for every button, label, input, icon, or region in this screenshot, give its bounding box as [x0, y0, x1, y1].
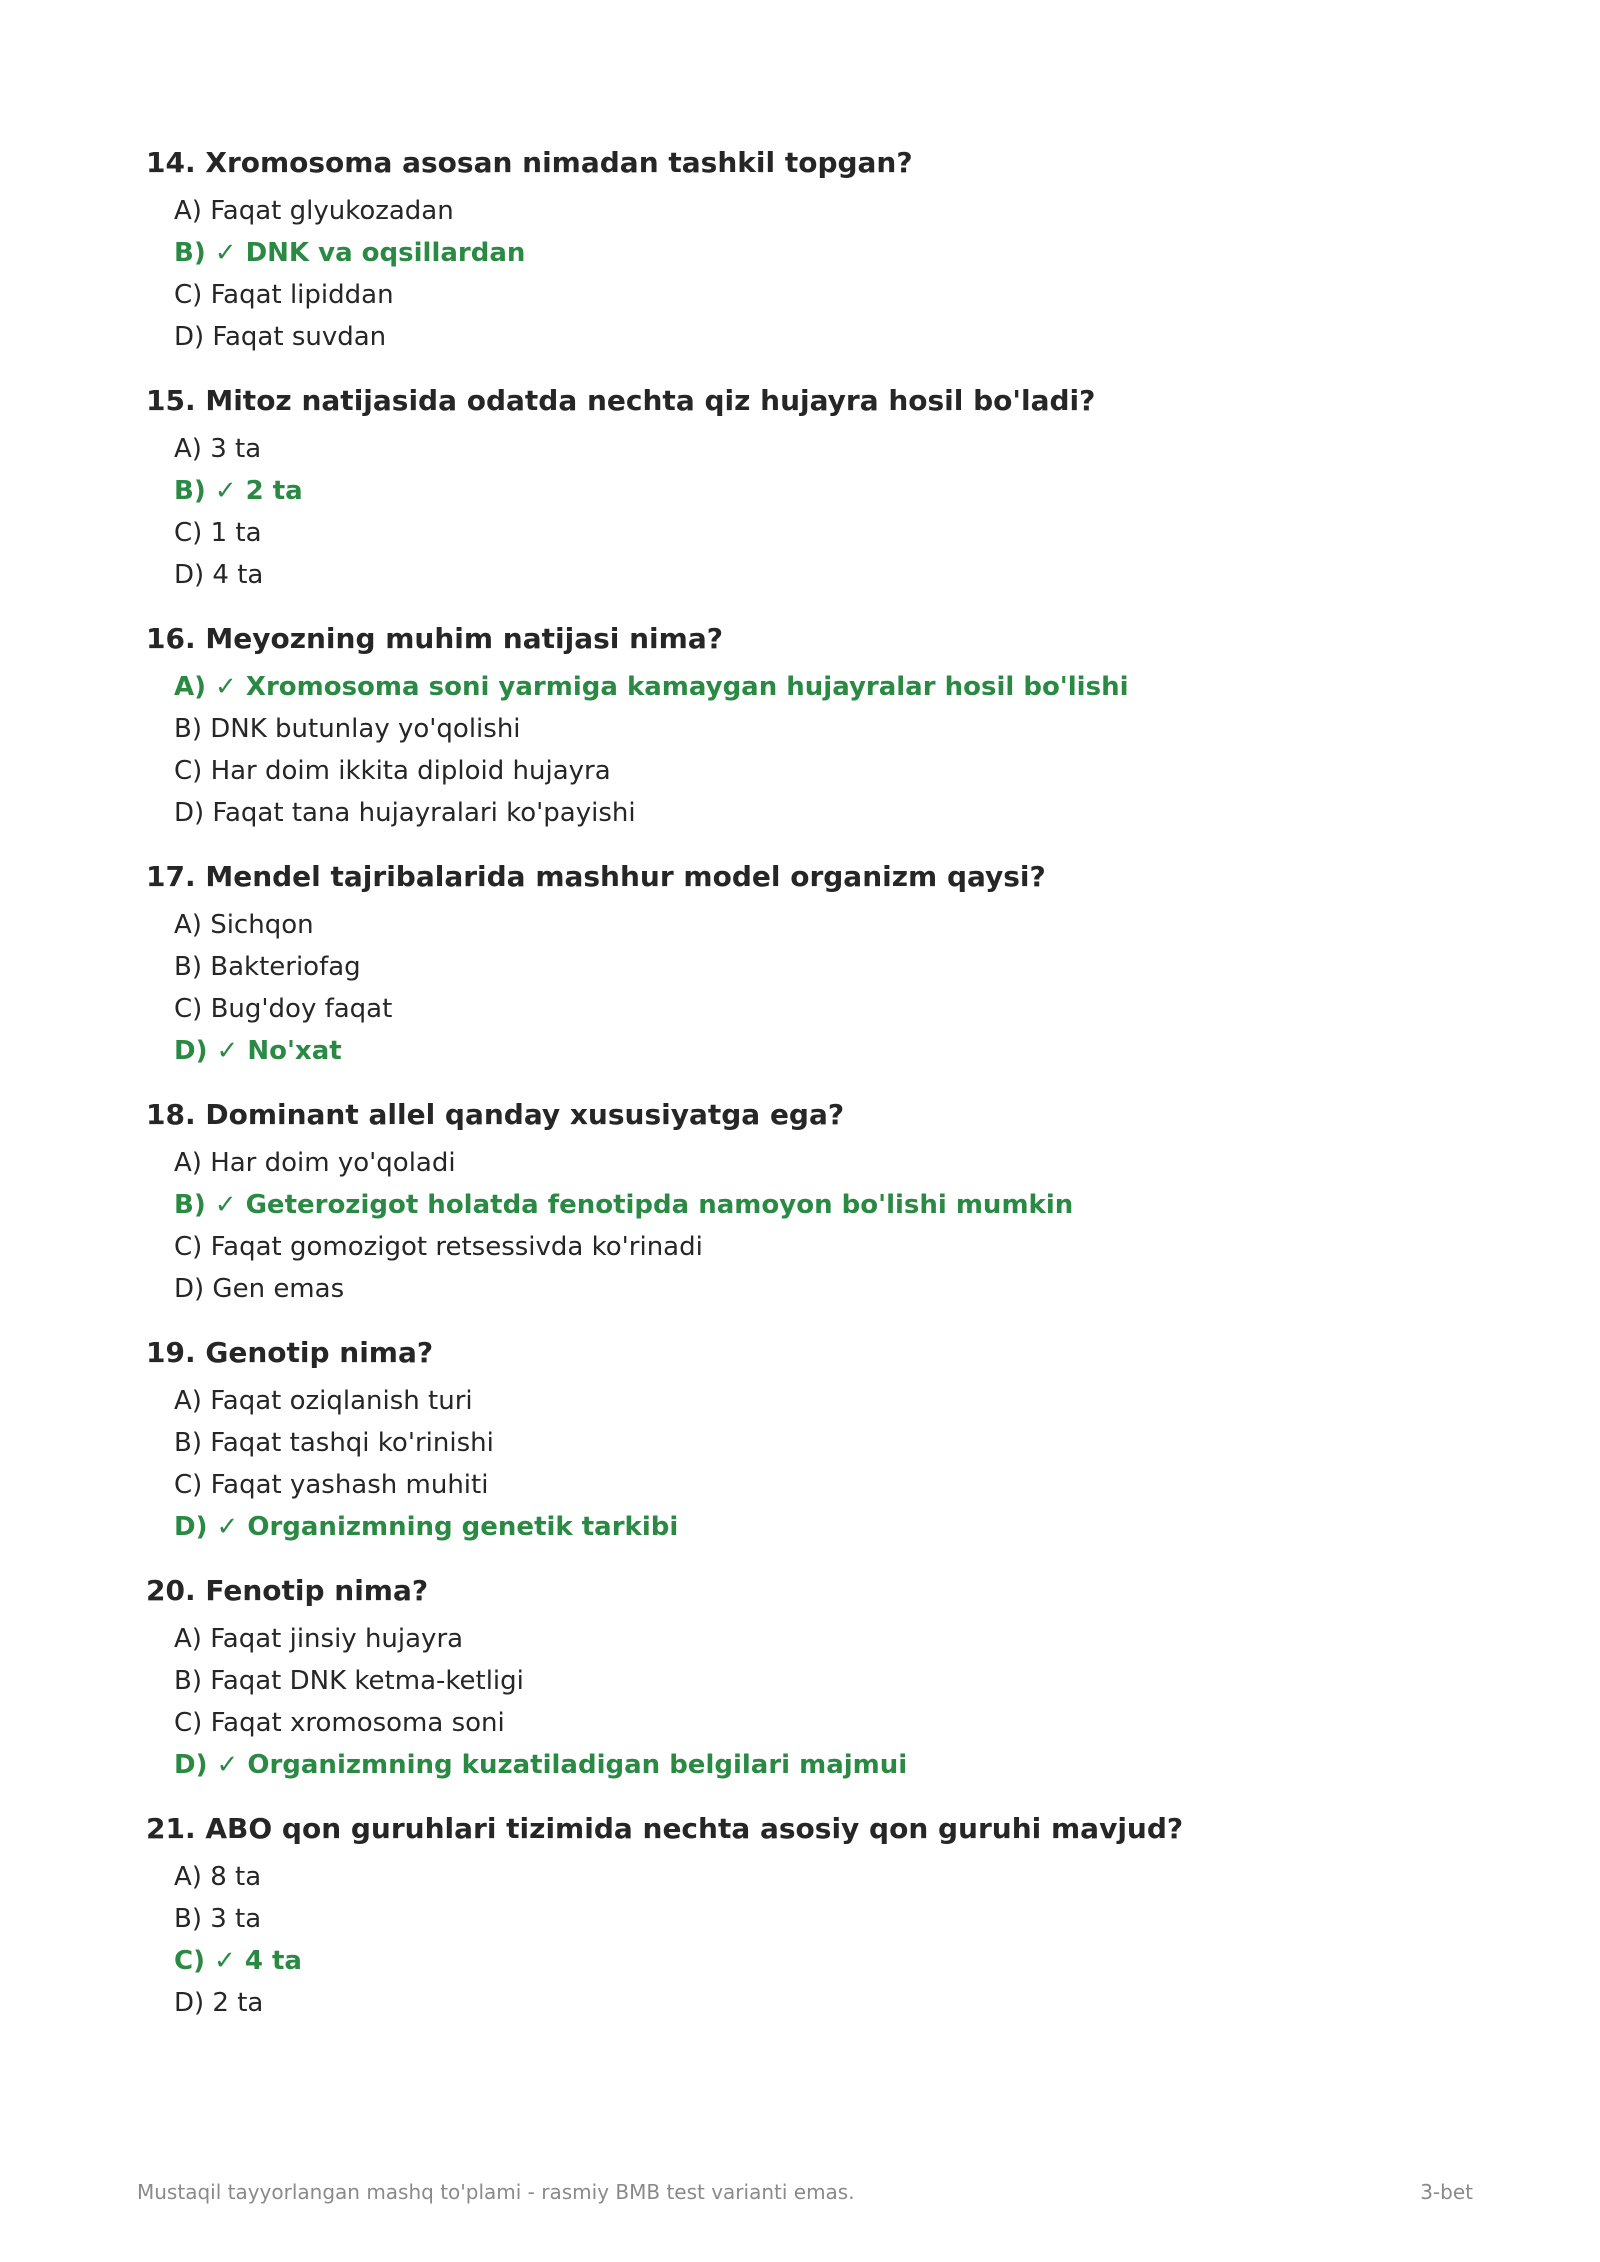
question-block: [146, 380, 1456, 596]
answer-options: [146, 904, 1456, 1072]
question-block: [146, 1094, 1456, 1310]
question-block: [146, 1332, 1456, 1548]
question-title: 19. Genotip nima?: [146, 1336, 434, 1369]
question-list: [146, 142, 1456, 2046]
answer-options: [146, 1380, 1456, 1548]
answer-options: [146, 666, 1456, 834]
correct-answer-option: B) ✓ Geterozigot holatda fenotipda namoyon bo'lishi mumkin: [174, 1190, 1074, 1220]
page-number: 3-bet: [1420, 2180, 1473, 2204]
answer-option: B) DNK butunlay yo'qolishi: [174, 714, 521, 744]
answer-option: D) Gen emas: [174, 1274, 345, 1304]
answer-option: D) Faqat suvdan: [174, 322, 387, 352]
answer-option: C) Faqat xromosoma soni: [174, 1708, 505, 1738]
correct-answer-option: D) ✓ Organizmning genetik tarkibi: [174, 1512, 679, 1542]
question-title: 21. ABO qon guruhlari tizimida nechta asosiy qon guruhi mavjud?: [146, 1812, 1184, 1845]
answer-option: A) Har doim yo'qoladi: [174, 1148, 456, 1178]
answer-options: [146, 1142, 1456, 1310]
question-block: [146, 856, 1456, 1072]
answer-option: C) Bug'doy faqat: [174, 994, 393, 1024]
question-title: 14. Xromosoma asosan nimadan tashkil topgan?: [146, 146, 913, 179]
correct-answer-option: D) ✓ No'xat: [174, 1036, 342, 1066]
page-footer: [137, 2178, 1473, 2206]
question-title: 17. Mendel tajribalarida mashhur model organizm qaysi?: [146, 860, 1046, 893]
answer-options: [146, 1618, 1456, 1786]
answer-options: [146, 1856, 1456, 2024]
answer-option: B) Bakteriofag: [174, 952, 361, 982]
answer-options: [146, 190, 1456, 358]
answer-option: C) Faqat gomozigot retsessivda ko'rinadi: [174, 1232, 703, 1262]
question-title: 16. Meyozning muhim natijasi nima?: [146, 622, 723, 655]
correct-answer-option: C) ✓ 4 ta: [174, 1946, 302, 1976]
answer-option: D) 4 ta: [174, 560, 264, 590]
question-block: [146, 618, 1456, 834]
question-block: [146, 142, 1456, 358]
question-title: 15. Mitoz natijasida odatda nechta qiz hujayra hosil bo'ladi?: [146, 384, 1096, 417]
answer-option: B) Faqat DNK ketma-ketligi: [174, 1666, 524, 1696]
answer-option: A) Faqat jinsiy hujayra: [174, 1624, 464, 1654]
answer-option: D) Faqat tana hujayralari ko'payishi: [174, 798, 636, 828]
answer-option: A) Sichqon: [174, 910, 314, 940]
answer-option: C) 1 ta: [174, 518, 262, 548]
correct-answer-option: B) ✓ 2 ta: [174, 476, 303, 506]
correct-answer-option: D) ✓ Organizmning kuzatiladigan belgilari majmui: [174, 1750, 908, 1780]
answer-option: C) Faqat yashash muhiti: [174, 1470, 489, 1500]
answer-option: D) 2 ta: [174, 1988, 264, 2018]
answer-option: A) Faqat oziqlanish turi: [174, 1386, 473, 1416]
question-title: 20. Fenotip nima?: [146, 1574, 429, 1607]
answer-options: [146, 428, 1456, 596]
answer-option: A) 3 ta: [174, 434, 262, 464]
answer-option: A) 8 ta: [174, 1862, 262, 1892]
question-title: 18. Dominant allel qanday xususiyatga ega?: [146, 1098, 845, 1131]
answer-option: B) Faqat tashqi ko'rinishi: [174, 1428, 494, 1458]
answer-option: C) Har doim ikkita diploid hujayra: [174, 756, 611, 786]
correct-answer-option: B) ✓ DNK va oqsillardan: [174, 238, 526, 268]
question-block: [146, 1808, 1456, 2024]
answer-option: C) Faqat lipiddan: [174, 280, 394, 310]
answer-option: B) 3 ta: [174, 1904, 262, 1934]
footer-note: Mustaqil tayyorlangan mashq to'plami - rasmiy BMB test varianti emas.: [137, 2180, 855, 2204]
answer-option: A) Faqat glyukozadan: [174, 196, 454, 226]
correct-answer-option: A) ✓ Xromosoma soni yarmiga kamaygan hujayralar hosil bo'lishi: [174, 672, 1129, 702]
question-block: [146, 1570, 1456, 1786]
